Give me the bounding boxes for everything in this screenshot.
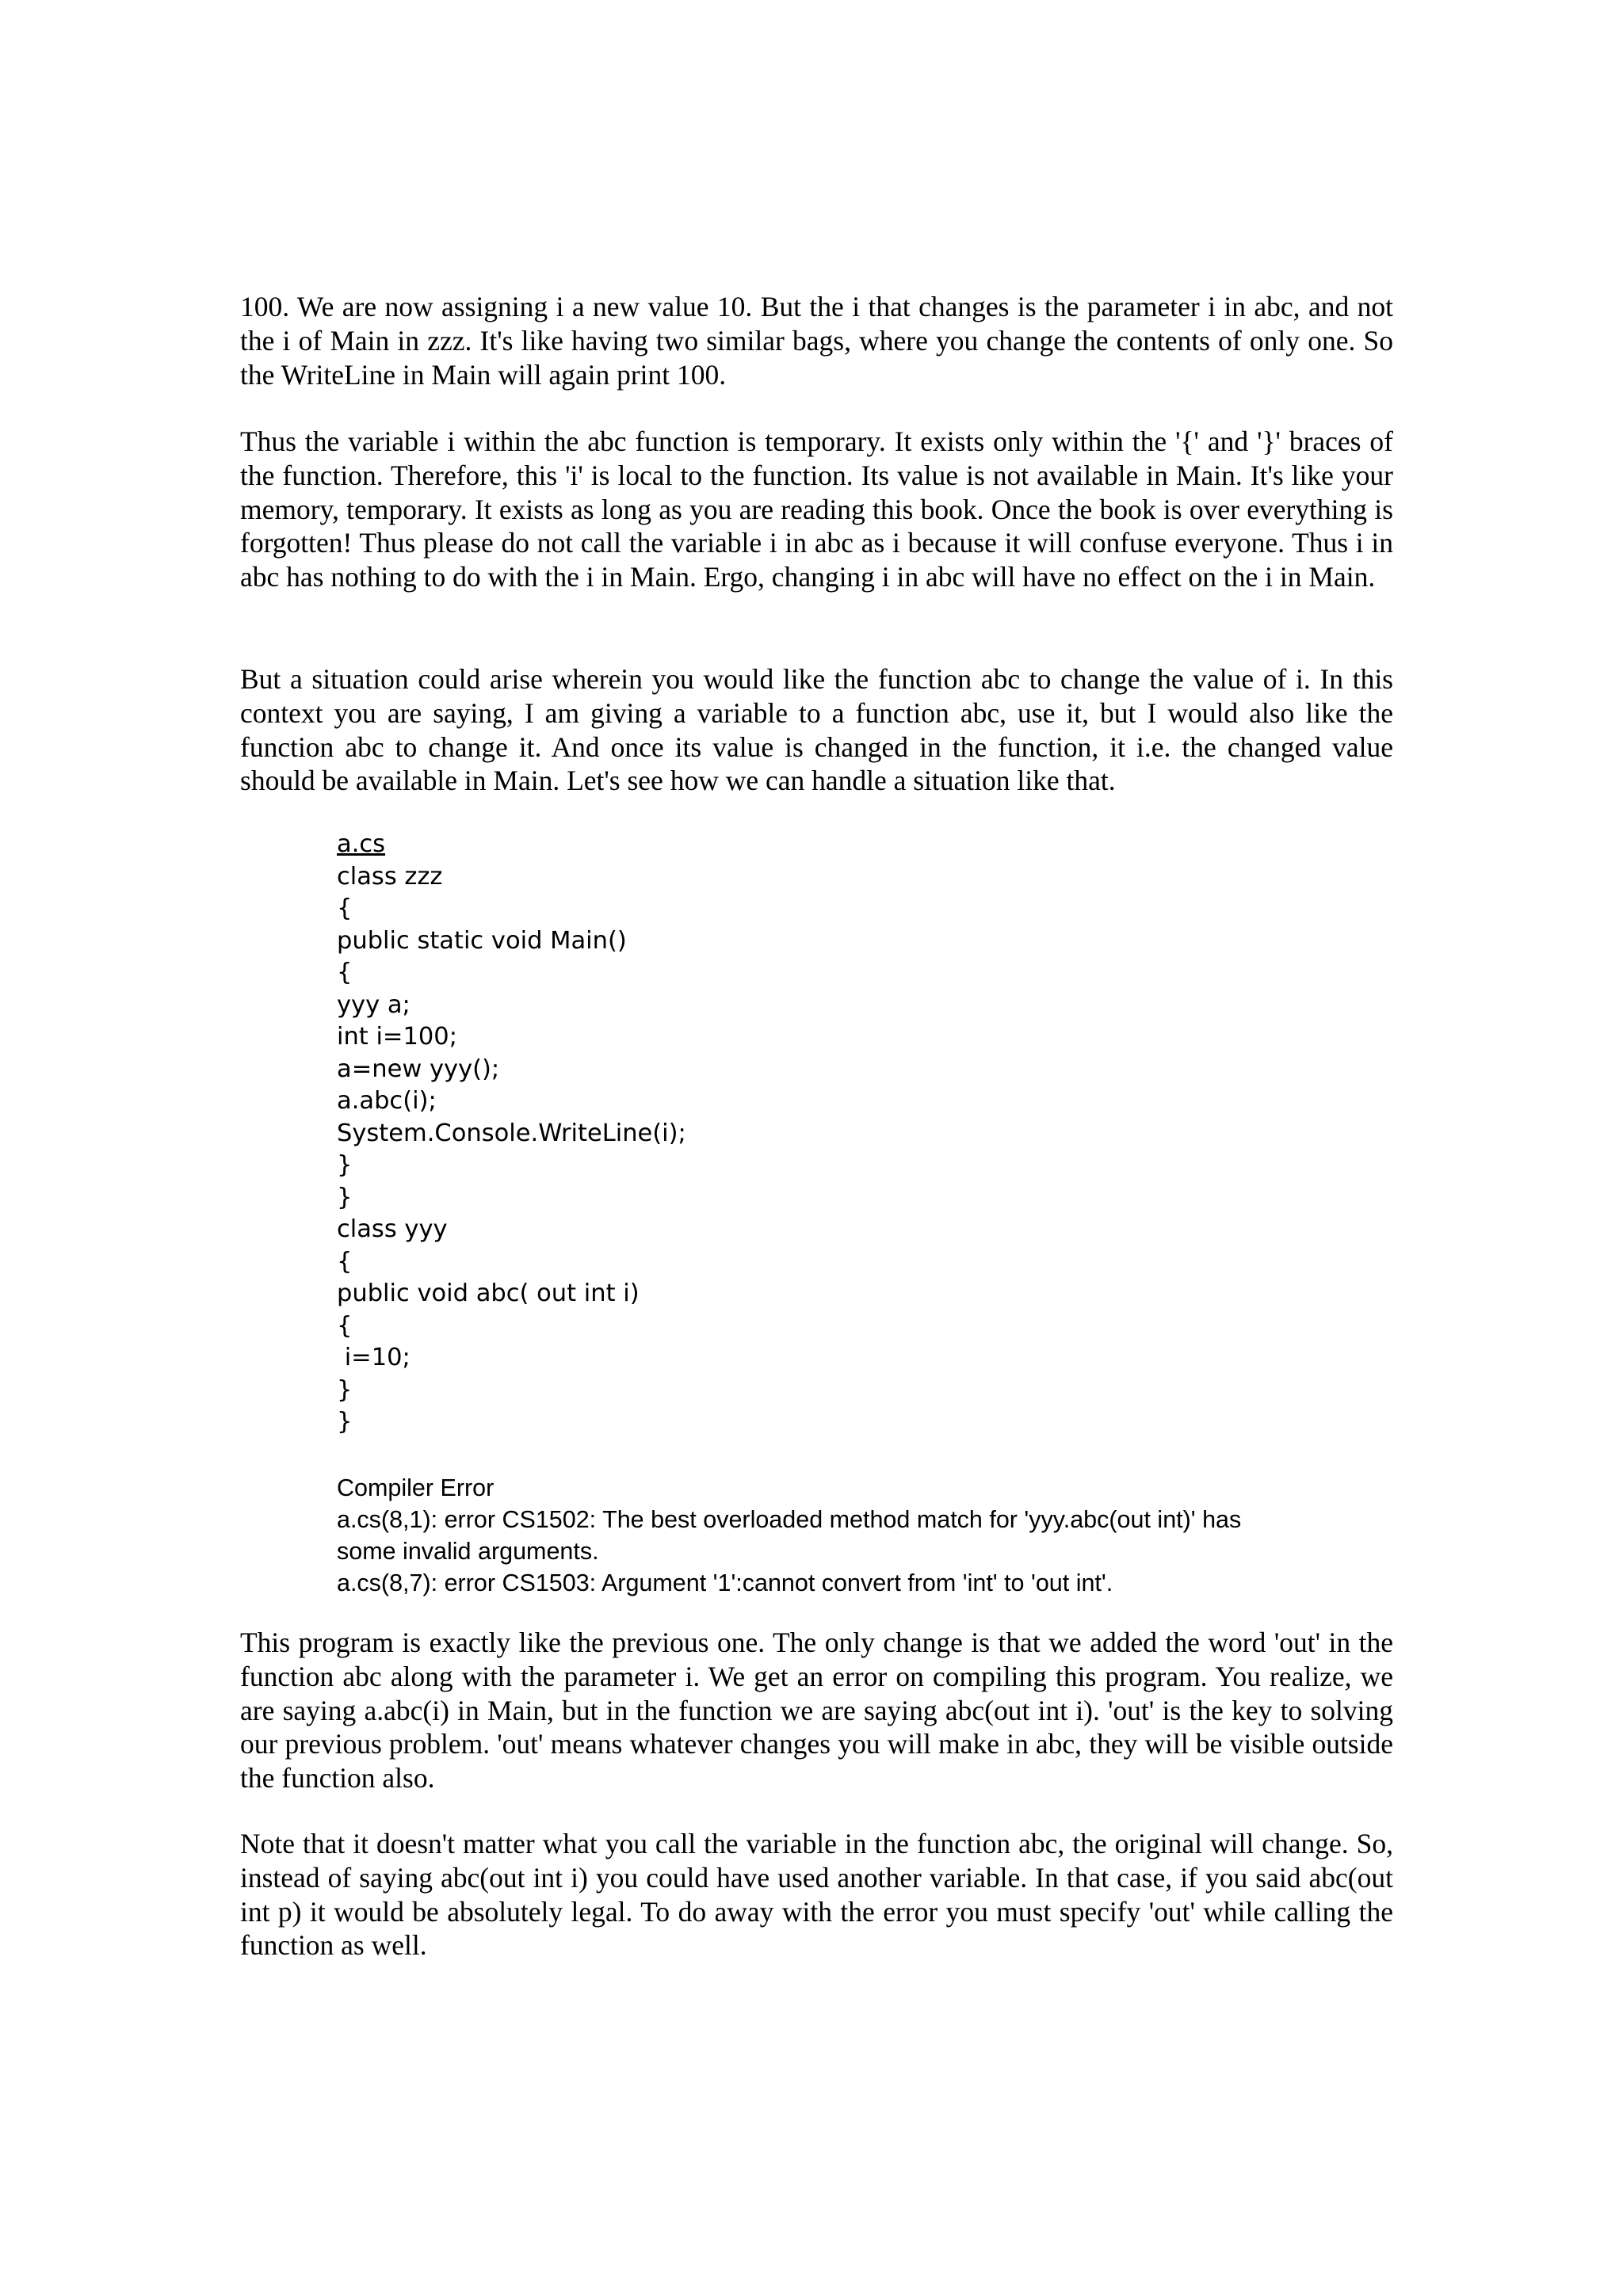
code-line: class zzz xyxy=(337,862,443,891)
code-line: a.abc(i); xyxy=(337,1087,437,1115)
code-line: } xyxy=(337,1375,353,1404)
code-line: { xyxy=(337,959,353,986)
code-line: { xyxy=(337,894,353,922)
code-line: public void abc( out int i) xyxy=(337,1280,640,1307)
code-line: { xyxy=(337,1311,353,1340)
paragraph-3: But a situation could arise wherein you would like the function abc to change the value of i. In this context you are saying, I am giving a variable to a function abc, use it, but I would also like the function abc to change it. And once its value is changed in the function, it i.e. the changed value should be available in Main. Let's see how we can handle a situation like that. xyxy=(240,663,1393,797)
compiler-error-line: a.cs(8,1): error CS1502: The best overloaded method match for 'yyy.abc(out int)' has xyxy=(337,1506,1242,1533)
code-line: class yyy xyxy=(337,1215,448,1243)
compiler-error-block xyxy=(337,1472,1383,1599)
code-line: a=new yyy(); xyxy=(337,1055,500,1083)
code-line: { xyxy=(337,1247,353,1276)
paragraph-4: This program is exactly like the previous one. The only change is that we added the word 'out' in the function abc along with the parameter i. We get an error on compiling this program. You realize, we are saying a.abc(i) in Main, but in the function we are saying abc(out int i). 'out' is the key to solving our previous problem. 'out' means whatever changes you will make in abc, they will be visible outside the function also. xyxy=(240,1627,1393,1794)
code-filename: a.cs xyxy=(337,830,386,858)
compiler-error-line: some invalid arguments. xyxy=(337,1538,599,1565)
code-line: i=10; xyxy=(337,1344,411,1371)
compiler-error-heading: Compiler Error xyxy=(337,1474,495,1501)
code-line: System.Console.WriteLine(i); xyxy=(337,1119,686,1147)
code-listing xyxy=(337,829,1367,1439)
code-line: public static void Main() xyxy=(337,926,627,955)
code-line: } xyxy=(337,1183,353,1211)
code-line: yyy a; xyxy=(337,990,411,1019)
compiler-error-line: a.cs(8,7): error CS1503: Argument '1':cannot convert from 'int' to 'out int'. xyxy=(337,1569,1113,1596)
code-line: } xyxy=(337,1151,353,1179)
code-line: } xyxy=(337,1408,353,1436)
paragraph-1: 100. We are now assigning i a new value 10. But the i that changes is the parameter i in abc, and not the i of Main in zzz. It's like having two similar bags, where you change the contents of only one. So the WriteLine in Main will again print 100. xyxy=(240,291,1393,391)
paragraph-2: Thus the variable i within the abc function is temporary. It exists only within the '{' and '}' braces of the function. Therefore, this 'i' is local to the function. Its value is not available in Main. It's like your memory, temporary. It exists as long as you are reading this book. Once the book is over everything is forgotten! Thus please do not call the variable i in abc as i because it will confuse everyone. Thus i in abc has nothing to do with the i in Main. Ergo, changing i in abc will have no effect on the i in Main. xyxy=(240,425,1393,593)
code-line: int i=100; xyxy=(337,1023,457,1051)
paragraph-5: Note that it doesn't matter what you call the variable in the function abc, the original will change. So, instead of saying abc(out int i) you could have used another variable. In that case, if you said abc(out int p) it would be absolutely legal. To do away with the error you must specify 'out' while calling the function as well. xyxy=(240,1828,1393,1962)
